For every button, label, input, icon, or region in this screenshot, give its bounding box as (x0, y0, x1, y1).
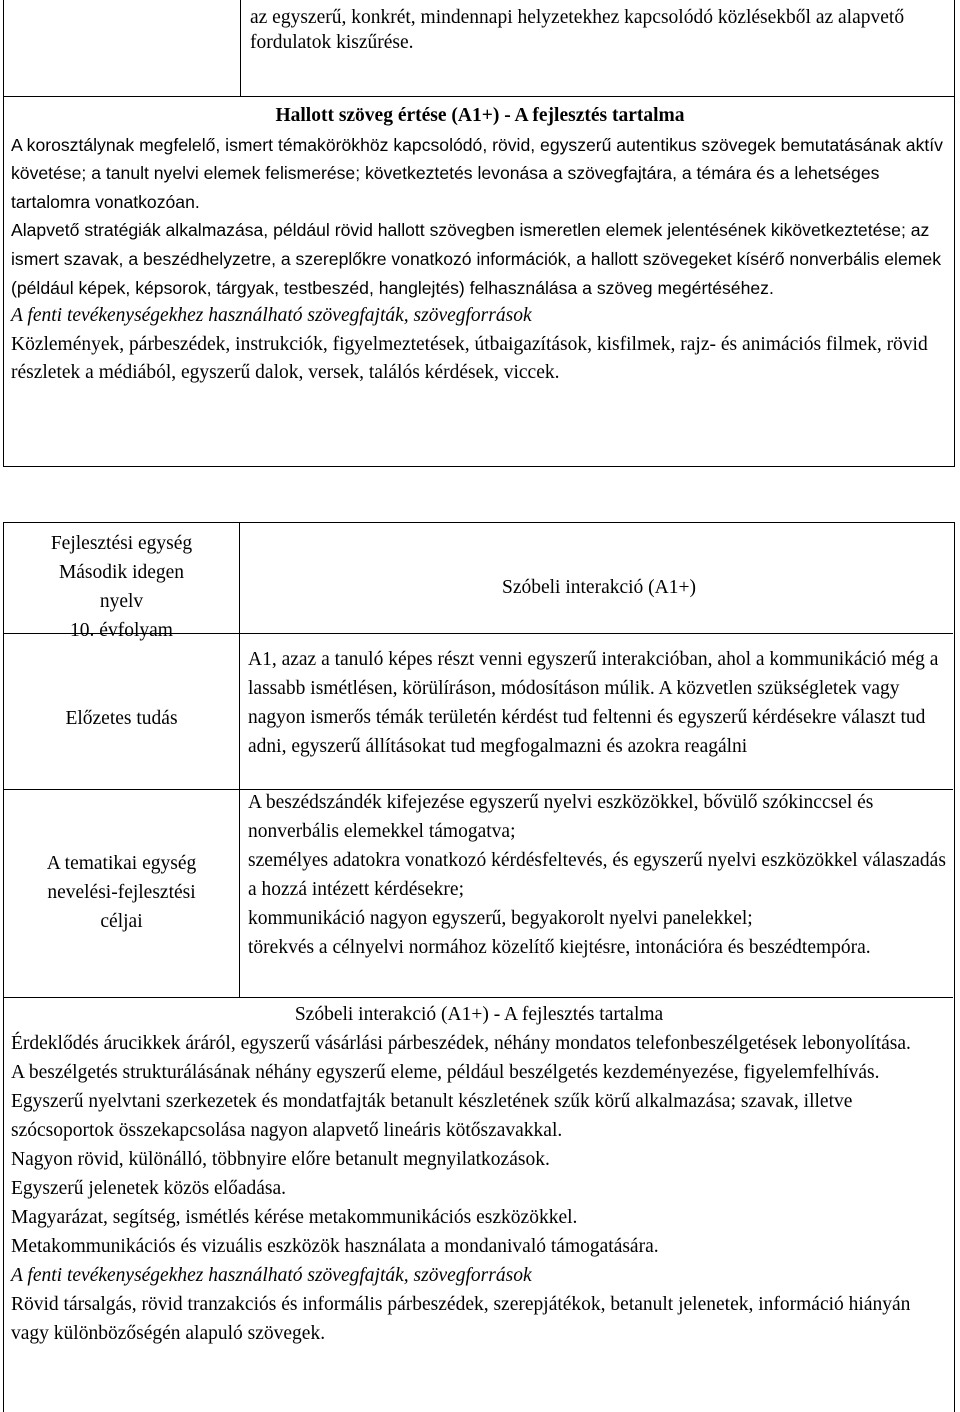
listening-content (11, 102, 949, 388)
unit-title: Szóbeli interakció (A1+) (501, 577, 697, 598)
unit-label (4, 529, 239, 645)
listening-para-2: Alapvető stratégiák alkalmazása, például rövid hallott szövegben ismeretlen elemek jelentésének kikövetkeztetése; az ismert szavak, a beszédhelyzetre, a szereplőkre vonatkozó információk, a hallott szövegeket kísérő nonverbális elemek (például képek, képsorok, tárgyak, testbeszéd, hanglejtés) felhasználása a szöveg megértéséhez. (11, 220, 941, 298)
goal-item-2: személyes adatokra vonatkozó kérdésfeltevés, és egyszerű nyelvi eszközökkel válaszadás a hozzá intézett kérdésekre; (248, 850, 946, 900)
listening-para-1: A korosztálynak megfelelő, ismert témakörökhöz kapcsolódó, rövid, egyszerű autentikus szövegek bemutatásának aktív követése; a tanult nyelvi elemek felismerése; következtetés levonása a szövegfajtára, a témára és a lehetséges tartalomra vonatkozóan. (11, 134, 943, 212)
unit-label-line-3: nyelv (99, 591, 144, 612)
content-item-1: Érdeklődés árucikkek áráról, egyszerű vásárlási párbeszédek, néhány mondatos telefonbeszélgetések lebonyolítása. (11, 1033, 911, 1054)
listening-sources-heading: A fenti tevékenységekhez használható szövegfajták, szövegforrások (11, 305, 532, 327)
content-item-2: A beszélgetés strukturálásának néhány egyszerű eleme, például beszélgetés kezdeményezése, figyelemfelhívás. (11, 1062, 880, 1083)
prior-knowledge-text: A1, azaz a tanuló képes részt venni egyszerű interakcióban, ahol a kommunikáció még a lassabb ismétlésen, körülíráson, módosításon múlik. A közvetlen szükségletek vagy nagyon ismerős témák területén kérdést tud feltenni és egyszerű kérdésekre választ tud adni, egyszerű állításokat tud megfogalmazni és azokra reagálni (248, 649, 939, 757)
row-divider (4, 96, 954, 97)
goals-text (248, 788, 954, 962)
interaction-sources-heading: A fenti tevékenységekhez használható szövegfajták, szövegforrások (11, 1265, 532, 1286)
content-section-title: Szóbeli interakció (A1+) - A fejlesztés tartalma (294, 1004, 664, 1025)
listening-table (3, 0, 955, 467)
row-divider (4, 997, 953, 998)
content-item-5: Egyszerű jelenetek közös előadása. (11, 1178, 287, 1199)
unit-label-line-4: 10. évfolyam (70, 620, 173, 641)
interaction-table (3, 522, 955, 1412)
prev-goals-text: az egyszerű, konkrét, mindennapi helyzetekhez kapcsolódó közlésekből az alapvető fordulatok kiszűrése. (250, 7, 905, 53)
goal-item-1: A beszédszándék kifejezése egyszerű nyelvi eszközökkel, bővülő szókinccsel és nonverbális elemekkel támogatva; (248, 792, 874, 842)
prior-knowledge-label: Előzetes tudás (65, 708, 178, 729)
goal-item-4: törekvés a célnyelvi normához közelítő kiejtésre, intonációra és beszédtempóra. (248, 937, 871, 958)
content-item-7: Metakommunikációs és vizuális eszközök használata a mondanivaló támogatására. (11, 1236, 659, 1257)
unit-label-line-2: Második idegen (58, 562, 185, 583)
unit-label-line-1: Fejlesztési egység (50, 533, 193, 554)
goals-label (4, 849, 239, 936)
interaction-sources-text: Rövid társalgás, rövid tranzakciós és informális párbeszédek, szerepjátékok, betanult jelenetek, információ hiányán vagy különbözőségén alapuló szövegek. (11, 1294, 911, 1344)
goals-label-line-2: nevelési-fejlesztési (47, 882, 196, 903)
interaction-content (11, 1029, 951, 1348)
goals-label-line-3: céljai (100, 911, 143, 932)
goals-label-line-1: A tematikai egység (46, 853, 197, 874)
content-item-3: Egyszerű nyelvtani szerkezetek és mondatfajták betanult készletének szűk körű alkalmazása; szavak, illetve szócsoportok összekapcsolása nagyon alapvető lineáris kötőszavakkal. (11, 1091, 853, 1141)
content-item-6: Magyarázat, segítség, ismétlés kérése metakommunikációs eszközökkel. (11, 1207, 578, 1228)
listening-section-title: Hallott szöveg értése (A1+) - A fejlesztés tartalma (275, 105, 685, 126)
prev-goals-cell (250, 5, 950, 55)
content-item-4: Nagyon rövid, különálló, többnyire előre betanult megnyilatkozások. (11, 1149, 550, 1170)
listening-sources-text: Közlemények, párbeszédek, instrukciók, figyelmeztetések, útbaigazítások, kisfilmek, rajz- és animációs filmek, rövid részletek a médiából, egyszerű dalok, versek, találós kérdések, viccek. (11, 333, 928, 384)
empty-left-cell (4, 0, 241, 96)
goal-item-3: kommunikáció nagyon egyszerű, begyakorolt nyelvi panelekkel; (248, 908, 753, 929)
